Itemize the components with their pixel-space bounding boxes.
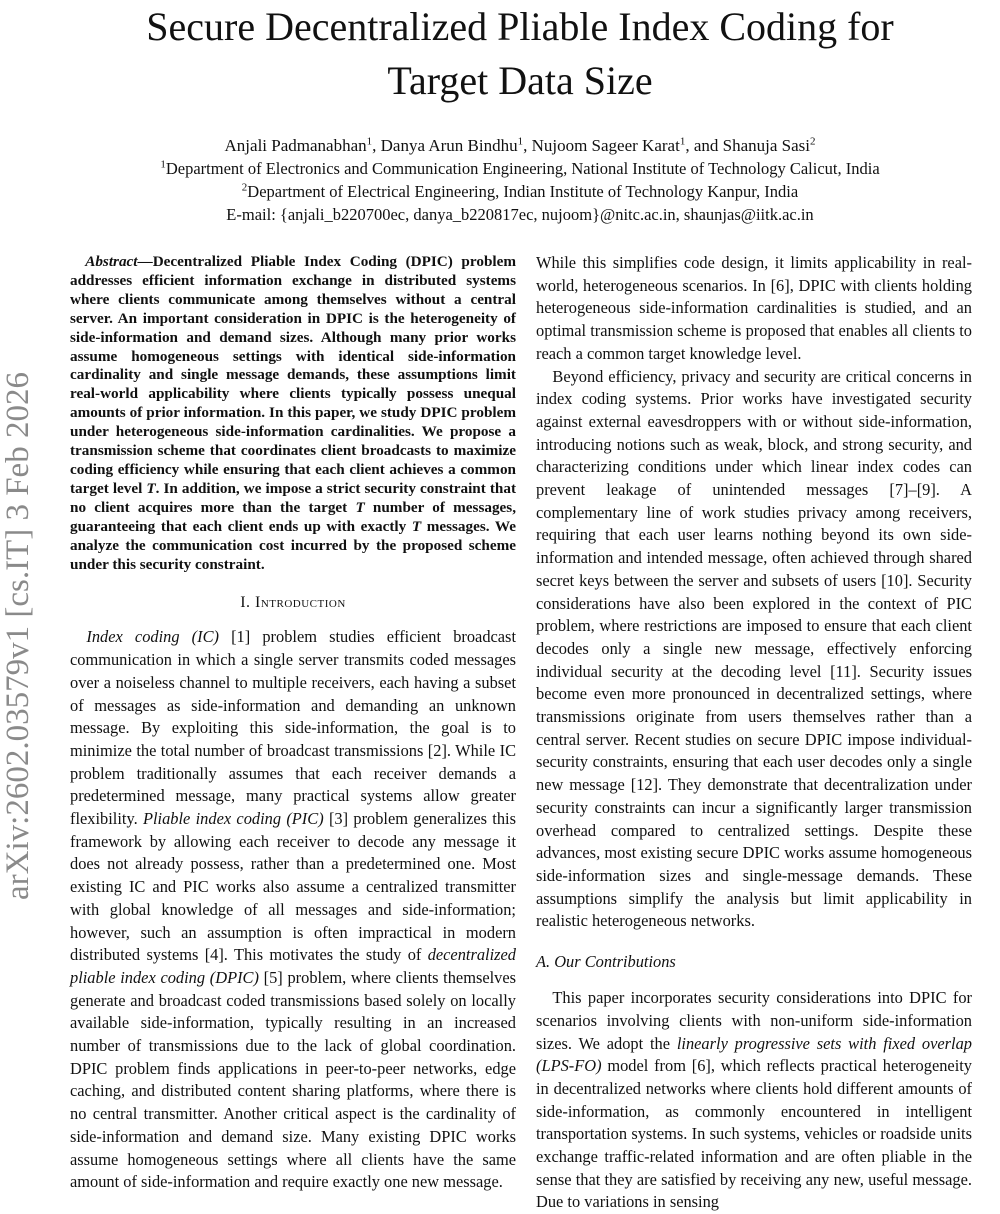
contributions-paragraph: This paper incorporates security considerations into DPIC for scenarios involving clients with non-uniform side-information sizes. We adopt the linearly progressive sets with fixed overlap (LPS-FO) model from [6], which reflects practical heterogeneity in decentralized networks where clients hold different amounts of side-information, as commonly encountered in intelligent transportation systems. In such systems, vehicles or roadside units exchange traffic-related information and are often pliable in the sense that they are satisfied by receiving any new, useful message. Due to variations in sensing — [536, 988, 972, 1212]
arxiv-identifier: arXiv:2602.03579v1 [cs.IT] 3 Feb 2026 — [0, 372, 36, 900]
author-name: Nujoom Sageer Karat — [531, 136, 680, 155]
affiliation-marker: 1 — [517, 135, 524, 148]
abstract: Abstract—Decentralized Pliable Index Coding (DPIC) problem addresses efficient information exchange in distributed systems where clients communicate among themselves without a central server. An important consideration in DPIC is the heterogeneity of side-information and demand sizes. Although many prior works assume homogeneous settings with identical side-information cardinality and single message demands, these assumptions limit real-world applicability where clients typically possess unequal amounts of prior information. In this paper, we study DPIC problem under heterogeneous side-information cardinalities. We propose a transmission scheme that coordinates client broadcasts to maximize coding efficiency while ensuring that each client achieves a common target level T. In addition, we impose a strict security constraint that no client acquires more than the target T number of messages, guaranteeing that each client ends up with exactly T messages. We analyze the communication cost incurred by the proposed scheme under this security constraint. — [70, 253, 517, 573]
affiliation-2: $^2$Department of Electrical Engineering, Indian Institute of Technology Kanpur, India — [241, 181, 799, 201]
affiliation-marker: 1 — [160, 158, 166, 171]
subsection-heading-contributions: A. Our Contributions — [536, 952, 676, 972]
title-line-1: Secure Decentralized Pliable Index Coding for — [146, 4, 894, 49]
affiliation-marker: 2 — [809, 135, 816, 148]
intro-paragraph-1-continued: While this simplifies code design, it limits applicability in real-world, heterogeneous scenarios. In [6], DPIC with clients holding heterogeneous side-information cardinalities is studied, and an optimal transmission scheme is proposed that enables all clients to reach a common target knowledge level. — [536, 253, 972, 363]
affiliation-marker: 1 — [679, 135, 686, 148]
author-name: Anjali Padmanabhan — [224, 136, 367, 155]
author-separator: , — [372, 136, 381, 155]
author-separator: , — [523, 136, 532, 155]
right-column — [536, 252, 972, 1214]
left-column — [70, 253, 516, 1194]
author-list — [60, 134, 980, 157]
paper-header — [60, 0, 980, 226]
affiliation-marker: 1 — [366, 135, 373, 148]
paper-title — [60, 0, 980, 108]
intro-paragraph-1: Index coding (IC) [1] problem studies efficient broadcast communication in which a single server transmits coded messages over a noiseless channel to multiple receivers, each having a subset of messages as side-information and demanding an unknown message. By exploiting this side-information, the goal is to minimize the total number of broadcast transmissions [2]. While IC problem traditionally assumes that each receiver demands a predetermined message, many practical systems allow greater flexibility. Pliable index coding (PIC) [3] problem generalizes this framework by allowing each receiver to decode any message it does not already possess, rather than a predetermined one. Most existing IC and PIC works also assume a centralized transmitter with global knowledge of all messages and side-information; however, such an assumption is often impractical in modern distributed systems [4]. This motivates the study of decentralized pliable index coding (DPIC) [5] problem, where clients themselves generate and broadcast coded transmissions based solely on locally available side-information, typically resulting in an increased number of transmissions due to the lack of global coordination. DPIC problem finds applications in peer-to-peer networks, edge caching, and distributed content sharing platforms, where there is no central transmitter. Another critical aspect is the cardinality of side-information and demand size. Many existing DPIC works assume homogeneous settings where all clients have the same amount of side-information and require exactly one new message. — [70, 627, 516, 1192]
author-separator: , and — [685, 136, 723, 155]
author-email: E-mail: {anjali_b220700ec, danya_b220817ec, nujoom}@nitc.ac.in, shaunjas@iitk.ac.in — [226, 205, 814, 224]
math-T: T — [411, 517, 422, 535]
author-name: Shanuja Sasi — [722, 136, 810, 155]
intro-paragraph-2: Beyond efficiency, privacy and security are critical concerns in index coding systems. Prior works have investigated security against external eavesdroppers with or without side-information, introducing notions such as weak, block, and strong security, and characterizing conditions under which linear index codes can prevent leakage of unintended messages [7]–[9]. A complementary line of work studies privacy among receivers, requiring that each user learns nothing beyond its own side-information and intended message, often achieved through shared secret keys between the server and subsets of users [10]. Security considerations have also been explored in the context of PIC problem, where restrictions are imposed to ensure that each client decodes only a single new message, effectively enforcing individual security at the decoding level [11]. Security issues become even more pronounced in decentralized settings, where transmissions originate from users themselves rather than a central server. Recent studies on secure DPIC impose individual-security constraints, ensuring that each user decodes only a single new message [12]. They demonstrate that decentralization under security constraints can incur a significantly larger transmission overhead compared to centralized settings. Despite these advances, most existing secure DPIC works assume homogeneous side-information sizes and single-message demands. These assumptions simplify the analysis but limit applicability in realistic heterogeneous networks. — [536, 366, 972, 931]
title-line-2: Target Data Size — [387, 58, 653, 103]
affiliation-1: $^1$Department of Electronics and Communication Engineering, National Institute of Technology Calicut, India — [160, 158, 880, 178]
math-T: T — [355, 498, 365, 516]
author-name: Danya Arun Bindhu — [380, 136, 518, 155]
abstract-lead: Abstract — [85, 253, 138, 270]
affiliation-marker: 2 — [241, 181, 248, 194]
section-heading-introduction: I. Introduction — [240, 594, 346, 612]
math-T: T — [146, 479, 156, 497]
